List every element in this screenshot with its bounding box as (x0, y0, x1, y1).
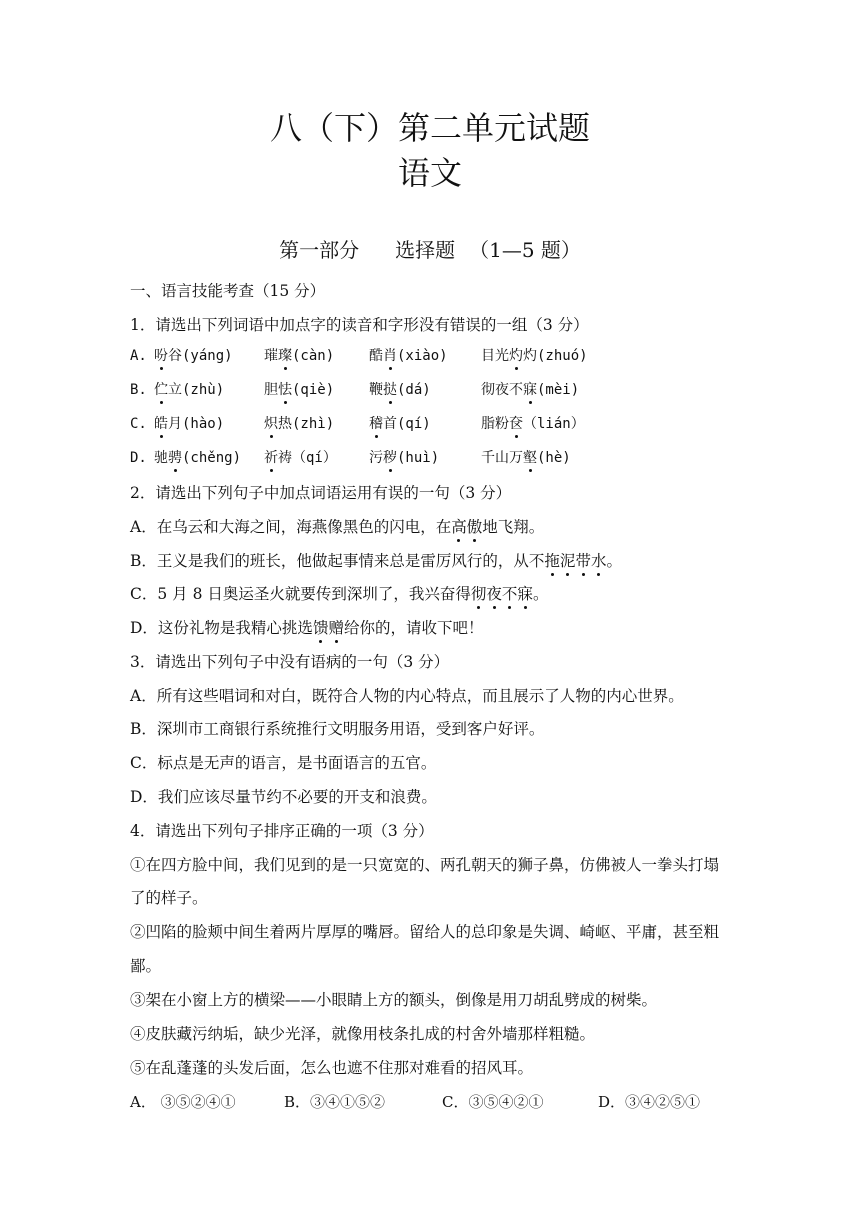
word-part: 彻夜不 (481, 382, 523, 398)
word-part: 月(hào) (168, 416, 225, 432)
q3-option-d: D．我们应该尽量节约不必要的开支和浪费。 (130, 788, 437, 806)
q1-option-label: A. (130, 348, 147, 364)
word-part: 灼(zhuó) (523, 348, 588, 364)
q1-option-item (481, 383, 579, 397)
dotted-char: 不 (501, 585, 518, 603)
q2-stem: 2．请选出下列句子中加点词语运用有误的一句（3 分） (130, 484, 512, 502)
dotted-char: 皓 (154, 416, 168, 432)
q1-option-label: D. (130, 450, 147, 466)
q4-choice-c: C．③⑤④②① (442, 1093, 544, 1111)
q4-choice-a: A． ③⑤②④① (130, 1093, 236, 1111)
dotted-char: 秽 (383, 450, 397, 466)
q4-choice-b: B．③④①⑤② (284, 1093, 386, 1111)
word-part: 驰 (154, 450, 168, 466)
word-part: （lián） (523, 416, 585, 432)
word-part: (huì) (397, 450, 440, 466)
option-text: D．这份礼物是我精心挑选 (130, 619, 313, 637)
word-part: 酷 (369, 348, 383, 364)
dotted-char: 挞 (383, 382, 397, 398)
word-part: 鞭 (369, 382, 383, 398)
dotted-char: 傲 (466, 518, 483, 536)
q1-option-item (264, 349, 334, 363)
option-text: 地飞翔。 (482, 518, 545, 536)
q2-option (130, 554, 622, 570)
dotted-char: 怯 (278, 382, 292, 398)
dotted-char: 彻 (470, 585, 487, 603)
dotted-char: 高 (451, 518, 467, 536)
word-part: (dá) (397, 382, 431, 398)
q1-option-label: C. (130, 416, 147, 432)
q4-sentence: ①在四方脸中间，我们见到的是一只宽宽的、两孔朝天的狮子鼻，仿佛被人一拳头打塌 (130, 856, 720, 874)
q3-stem: 3．请选出下列句子中没有语病的一句（3 分） (130, 653, 450, 671)
q3-option-a: A．所有这些唱词和对白，既符合人物的内心特点，而且展示了人物的内心世界。 (130, 687, 684, 705)
q1-option-label: B. (130, 382, 147, 398)
q1-option-item (264, 383, 334, 397)
word-part: 千山万 (481, 450, 523, 466)
q4-sentence: 鄙。 (130, 957, 162, 975)
q1-option-item (369, 383, 431, 397)
word-part: 谷(yáng) (168, 348, 233, 364)
q1-option-item (369, 349, 448, 363)
q4-sentence: ③架在小窗上方的横梁——小眼睛上方的额头，倒像是用刀胡乱劈成的树柴。 (130, 991, 658, 1009)
word-part: 目光 (481, 348, 509, 364)
q2-option (130, 587, 548, 603)
option-text: 。 (606, 552, 622, 570)
q1-option-item (369, 417, 431, 431)
word-part: (chěng) (182, 450, 242, 466)
dotted-char: 寐 (523, 382, 537, 398)
option-text: 。 (532, 585, 549, 603)
word-part: 脂粉 (481, 416, 509, 432)
dotted-char: 璨 (278, 348, 292, 364)
q1-option-item (154, 349, 233, 363)
q1-option-item (264, 451, 337, 465)
dotted-char: 带 (575, 552, 591, 570)
dotted-char: 奁 (509, 416, 523, 432)
section-heading: 一、语言技能考查（15 分） (130, 282, 326, 300)
q4-stem: 4．请选出下列句子排序正确的一项（3 分） (130, 822, 434, 840)
word-part: (qiè) (292, 382, 335, 398)
q4-choice-d: D．③④②⑤① (598, 1093, 701, 1111)
word-part: (mèi) (537, 382, 580, 398)
option-text: C．5 月 8 日奥运圣火就要传到深圳了，我兴奋得 (130, 585, 471, 603)
q3-option-b: B．深圳市工商银行系统推行文明服务用语，受到客户好评。 (130, 720, 545, 738)
dotted-char: 灼 (509, 348, 523, 364)
dotted-char: 夜 (486, 585, 502, 603)
q1-option-item (369, 451, 439, 465)
dotted-char: 炽 (264, 416, 278, 432)
q1-option-item (481, 349, 588, 363)
word-part: 热(zhì) (278, 416, 335, 432)
q4-sentence: ②凹陷的脸颊中间生着两片厚厚的嘴唇。留给人的总印象是失调、崎岖、平庸，甚至粗 (130, 923, 720, 941)
dotted-char: 骋 (168, 450, 182, 466)
dotted-char: 水 (590, 552, 607, 570)
q2-option (130, 520, 544, 536)
dotted-char: 稽 (369, 416, 383, 432)
dotted-char: 寐 (517, 585, 533, 603)
word-part: (càn) (292, 348, 335, 364)
dotted-char: 馈 (312, 619, 329, 637)
part-name: 第一部分 (279, 238, 360, 262)
dotted-char: 吩 (154, 348, 168, 364)
dotted-char: 祈 (264, 450, 278, 466)
q1-option-item (154, 383, 224, 397)
paper-title: 八（下）第二单元试题 (269, 109, 590, 147)
option-text: 给你的，请收下吧！ (343, 619, 484, 637)
q4-sentence: ④皮肤藏污纳垢，缺少光泽，就像用枝条扎成的村舍外墙那样粗糙。 (130, 1025, 596, 1043)
dotted-char: 伫 (154, 382, 168, 398)
q4-sentence: ⑤在乱蓬蓬的头发后面，怎么也遮不住那对难看的招风耳。 (130, 1059, 534, 1077)
dotted-char: 赠 (328, 619, 344, 637)
part-type: 选择题 (395, 238, 456, 262)
word-part: (xiào) (397, 348, 448, 364)
dotted-char: 肖 (383, 348, 397, 364)
q1-option-item (154, 451, 241, 465)
option-text: A．在乌云和大海之间，海燕像黑色的闪电，在 (130, 518, 452, 536)
subject-title: 语文 (397, 154, 462, 192)
word-part: 立(zhù) (168, 382, 225, 398)
q1-stem: 1．请选出下列词语中加点字的读音和字形没有错误的一组（3 分） (130, 316, 589, 334)
word-part: 胆 (264, 382, 278, 398)
part-heading (0, 240, 860, 260)
q1-option-item (481, 417, 585, 431)
word-part: 首(qí) (383, 416, 431, 432)
dotted-phrase (451, 518, 482, 536)
dotted-phrase (471, 585, 533, 603)
q3-option-c: C．标点是无声的语言，是书面语言的五官。 (130, 754, 437, 772)
option-text: B．王义是我们的班长，他做起事情来总是雷厉风行的，从不 (130, 552, 545, 570)
word-part: 璀 (264, 348, 278, 364)
word-part: (hè) (537, 450, 571, 466)
dotted-char: 壑 (523, 450, 537, 466)
q4-sentence: 了的样子。 (130, 889, 208, 907)
part-range: （1—5 题） (469, 238, 581, 262)
q1-option-item (154, 417, 224, 431)
q1-option-item (264, 417, 334, 431)
dotted-char: 拖 (544, 552, 560, 570)
dotted-phrase (544, 552, 606, 570)
q1-option-item (481, 451, 571, 465)
dotted-char: 泥 (559, 552, 576, 570)
word-part: 污 (369, 450, 383, 466)
word-part: 祷（qí） (278, 450, 337, 466)
q2-option (130, 621, 483, 637)
dotted-phrase (313, 619, 344, 637)
